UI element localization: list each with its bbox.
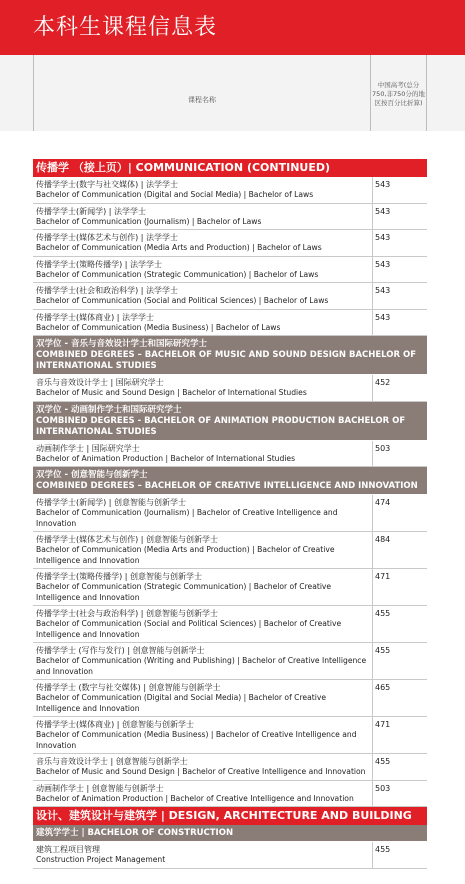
course-name-cell <box>33 177 373 203</box>
course-name-en: Bachelor of Communication (Media Business) | Bachelor of Creative Intelligence and Innovation <box>36 730 357 750</box>
score-cell: 455 <box>375 845 391 854</box>
course-name-cell <box>33 495 373 531</box>
course-name-en: Bachelor of Communication (Strategic Communication) | Bachelor of Laws <box>36 269 319 279</box>
course-name-cn: 音乐与音效设计学士 | 创意智能与创新学士 <box>36 757 188 766</box>
table-row <box>33 842 427 869</box>
course-name-en: Bachelor of Music and Sound Design | Bachelor of International Studies <box>36 388 307 397</box>
table-row <box>33 532 427 569</box>
course-name-cell <box>33 781 373 807</box>
table-row <box>33 569 427 606</box>
score-cell: 484 <box>375 535 391 544</box>
course-name-en: Bachelor of Communication (Media Arts and Production) | Bachelor of Laws <box>36 243 322 252</box>
subsection-title-en: COMBINED DEGREES - BACHELOR OF ANIMATION PRODUCTION BACHELOR OF INTERNATIONAL STUDIES <box>36 415 406 437</box>
course-name-cn: 建筑工程项目管理 <box>36 845 100 854</box>
subsection-header <box>33 825 427 842</box>
course-name-cell <box>33 441 373 467</box>
score-cell: 455 <box>375 646 391 655</box>
table-row <box>33 375 427 402</box>
table-row <box>33 441 427 468</box>
course-name-cell <box>33 643 373 679</box>
subsection-title-en: COMBINED DEGREES – BACHELOR OF CREATIVE INTELLIGENCE AND INNOVATION <box>36 481 418 491</box>
course-name-cell <box>33 606 373 642</box>
subsection-title-en: COMBINED DEGREES – BACHELOR OF MUSIC AND SOUND DESIGN BACHELOR OF INTERNATIONAL STUDIES <box>36 350 417 371</box>
table-row <box>33 230 427 257</box>
course-name-en: Bachelor of Communication (Digital and Social Media) | Bachelor of Creative Intelligence and Innovation <box>36 693 326 713</box>
table-row <box>33 781 427 808</box>
course-name-en: Bachelor of Communication (Writing and Publishing) | Bachelor of Creative Intelligence and Innovation <box>36 656 367 676</box>
table-header <box>0 55 465 131</box>
course-name-en: Bachelor of Music and Sound Design | Bachelor of Creative Intelligence and Innovation <box>36 767 366 776</box>
course-name-cell <box>33 532 373 568</box>
course-name-cell <box>33 204 373 230</box>
table-row <box>33 717 427 754</box>
course-name-cell <box>33 569 373 605</box>
score-cell: 452 <box>375 378 391 387</box>
score-cell: 543 <box>375 180 391 189</box>
score-cell: 465 <box>375 683 391 692</box>
table-row <box>33 643 427 680</box>
course-name-cell <box>33 230 373 256</box>
score-cell: 543 <box>375 286 391 295</box>
column-divider <box>426 55 427 131</box>
column-divider <box>33 55 34 131</box>
course-name-en: Bachelor of Communication (Media Arts and Production) | Bachelor of Creative Intelligence and Innovation <box>36 545 335 565</box>
score-cell: 455 <box>375 609 391 618</box>
subsection-header <box>33 402 427 441</box>
course-name-en: Bachelor of Communication (Digital and Social Media) | Bachelor of Laws <box>36 190 314 199</box>
course-name-cn: 音乐与音效设计学士 | 国际研究学士 <box>36 378 164 387</box>
course-name-cn: 传播学学士(媒体艺术与创作) | 法学学士 <box>36 233 179 242</box>
table-row <box>33 257 427 284</box>
score-cell: 471 <box>375 572 391 581</box>
subsection-title-cn: 建筑学学士 | BACHELOR OF CONSTRUCTION <box>36 828 234 838</box>
table-row <box>33 177 427 204</box>
subsection-header <box>33 336 427 375</box>
score-cell: 543 <box>375 312 391 322</box>
course-name-cn: 传播学学士(媒体商业) | 创意智能与创新学士 <box>36 720 195 729</box>
score-cell: 543 <box>375 206 391 216</box>
course-name-cell <box>33 375 373 401</box>
course-name-cell <box>33 310 373 336</box>
title-bar <box>0 0 465 55</box>
subsection-title-cn: 双学位 - 动画制作学士和国际研究学士 <box>36 404 182 415</box>
course-name-cell <box>33 717 373 753</box>
course-name-cell <box>33 842 373 868</box>
table-row <box>33 754 427 781</box>
course-name-en: Bachelor of Communication (Social and Political Sciences) | Bachelor of Creative Intelligence and Innovation <box>36 619 342 639</box>
course-name-en: Construction Project Management <box>36 855 166 864</box>
course-name-cn: 传播学学士(新闻学) | 创意智能与创新学士 <box>36 498 187 507</box>
subsection-title-cn: 双学位 - 创意智能与创新学士 <box>36 470 148 480</box>
course-name-en: Bachelor of Animation Production | Bachelor of International Studies <box>36 453 296 463</box>
course-name-cell <box>33 283 373 309</box>
score-cell: 503 <box>375 783 391 793</box>
score-cell: 503 <box>375 443 391 453</box>
course-name-cn: 动画制作学士 | 创意智能与创新学士 <box>36 783 164 793</box>
course-table <box>33 159 427 869</box>
course-name-en: Bachelor of Communication (Journalism) | Bachelor of Creative Intelligence and Innovation <box>36 508 338 528</box>
table-row <box>33 310 427 337</box>
score-cell: 474 <box>375 498 391 507</box>
course-name-cn: 传播学学士(社会和政治科学) | 法学学士 <box>36 286 179 295</box>
table-row <box>33 204 427 231</box>
score-cell: 471 <box>375 720 391 729</box>
course-name-cn: 传播学学士(数字与社交媒体) | 法学学士 <box>36 180 179 189</box>
course-name-cn: 传播学学士 (写作与发行) | 创意智能与创新学士 <box>36 646 205 655</box>
score-cell: 543 <box>375 233 391 242</box>
course-name-cell <box>33 257 373 283</box>
section-header: 设计、建筑设计与建筑学 | DESIGN, ARCHITECTURE AND BUILDING <box>33 807 427 825</box>
spacer <box>0 131 465 159</box>
course-name-cell <box>33 680 373 716</box>
course-name-en: Bachelor of Animation Production | Bachelor of Creative Intelligence and Innovation <box>36 793 354 803</box>
course-name-en: Bachelor of Communication (Strategic Communication) | Bachelor of Creative Intelligence and Innovation <box>36 582 332 602</box>
page-title: 本科生课程信息表 <box>33 15 218 40</box>
course-name-cn: 传播学学士(策略传播学) | 创意智能与创新学士 <box>36 572 203 581</box>
score-cell: 455 <box>375 757 391 766</box>
subsection-header <box>33 467 427 495</box>
course-name-cn: 动画制作学士 | 国际研究学士 <box>36 443 140 453</box>
section-header: 传播学 （接上页）| COMMUNICATION (CONTINUED) <box>33 159 427 177</box>
table-row <box>33 283 427 310</box>
table-row <box>33 680 427 717</box>
course-name-cn: 传播学学士(新闻学) | 法学学士 <box>36 206 147 216</box>
course-name-header: 课程名称 <box>188 96 216 104</box>
table-row <box>33 495 427 532</box>
course-name-cn: 传播学学士(媒体商业) | 法学学士 <box>36 312 155 322</box>
course-name-cn: 传播学学士(策略传播学) | 法学学士 <box>36 259 163 269</box>
course-name-en: Bachelor of Communication (Media Business) | Bachelor of Laws <box>36 322 281 332</box>
course-name-cn: 传播学学士(社会与政治科学) | 创意智能与创新学士 <box>36 609 219 618</box>
course-name-cell <box>33 754 373 780</box>
course-name-en: Bachelor of Communication (Journalism) | Bachelor of Laws <box>36 216 262 226</box>
subsection-title-cn: 双学位 - 音乐与音效设计学士和国际研究学士 <box>36 339 207 349</box>
score-cell: 543 <box>375 259 391 269</box>
score-header: 中国高考(总分750,非750分的地区按百分比折算) <box>372 81 425 107</box>
table-row <box>33 606 427 643</box>
course-name-en: Bachelor of Communication (Social and Political Sciences) | Bachelor of Laws <box>36 296 329 305</box>
course-name-cn: 传播学学士 (数字与社交媒体) | 创意智能与创新学士 <box>36 683 221 692</box>
course-name-cn: 传播学学士(媒体艺术与创作) | 创意智能与创新学士 <box>36 535 219 544</box>
